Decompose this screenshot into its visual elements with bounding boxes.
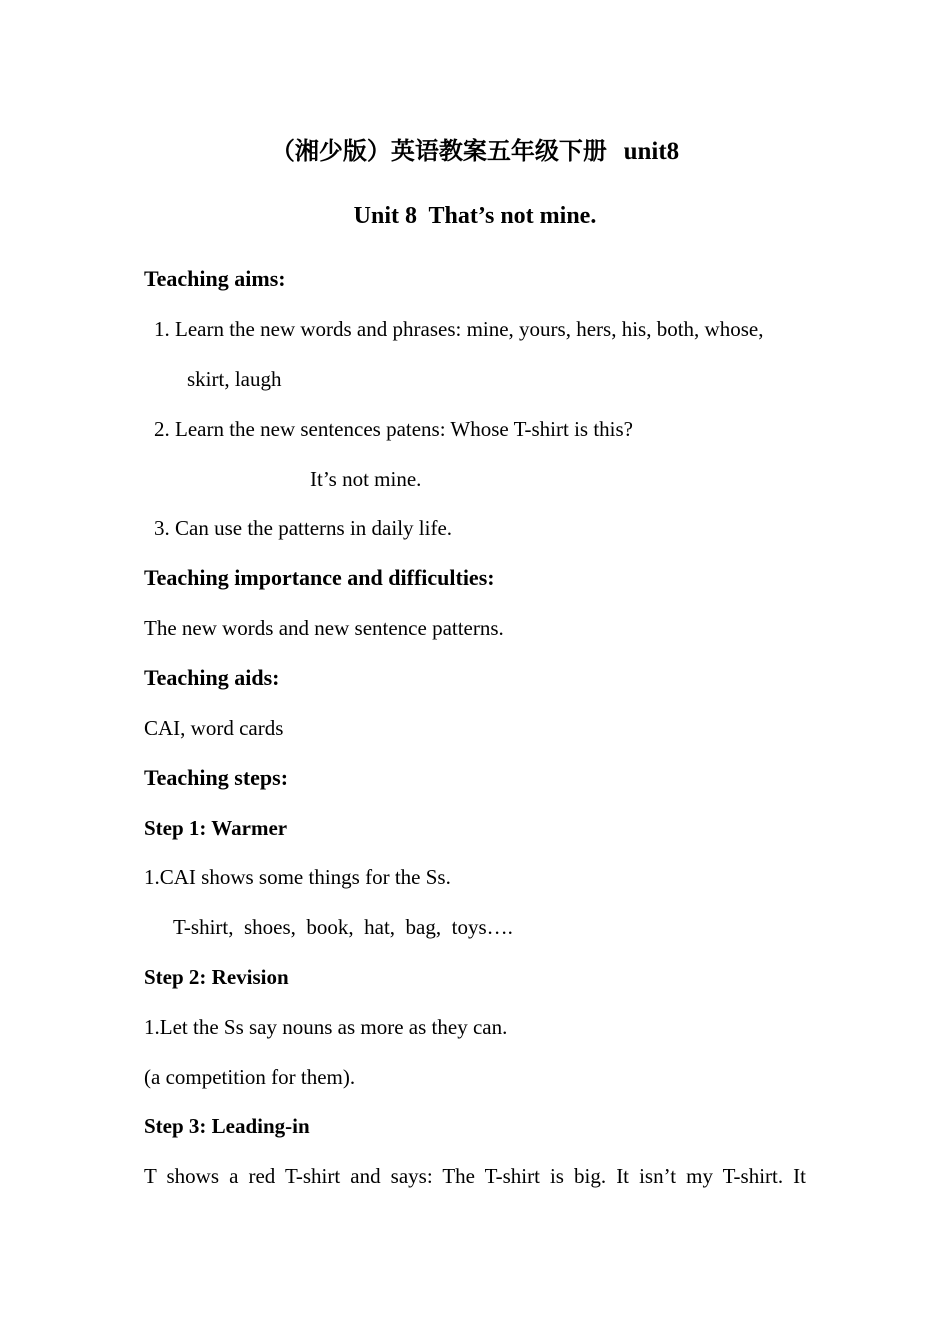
teaching-importance-text: The new words and new sentence patterns. [144, 616, 504, 640]
step-2-line-2: (a competition for them). [144, 1065, 356, 1089]
step-1-line-1: 1.CAI shows some things for the Ss. [144, 865, 451, 889]
aim-2-line-2: It’s not mine. [310, 467, 422, 491]
step-2-line-1: 1.Let the Ss say nouns as more as they can. [144, 1015, 508, 1039]
aim-3: 3. Can use the patterns in daily life. [154, 516, 453, 540]
step-3-line-1: T shows a red T-shirt and says: The T-shirt is big. It isn’t my T-shirt. It [144, 1164, 806, 1188]
teaching-aims-heading: Teaching aims: [144, 266, 286, 291]
document-subtitle: Unit 8 That’s not mine. [353, 203, 597, 229]
teaching-steps-heading: Teaching steps: [144, 765, 289, 790]
step-2-heading: Step 2: Revision [144, 965, 289, 989]
document-title-cn: （湘少版）英语教案五年级下册 [270, 137, 607, 165]
step-3-heading: Step 3: Leading-in [144, 1114, 310, 1138]
aim-1-line-1: 1. Learn the new words and phrases: mine, yours, hers, his, both, whose, [154, 317, 764, 341]
teaching-importance-heading: Teaching importance and difficulties: [144, 565, 495, 590]
teaching-aids-text: CAI, word cards [144, 716, 284, 740]
document-title [0, 136, 950, 167]
aim-2-line-1: 2. Learn the new sentences patens: Whose T-shirt is this? [154, 417, 634, 441]
document-title-unit: unit8 [623, 138, 680, 165]
step-1-line-2: T-shirt, shoes, book, hat, bag, toys…. [173, 915, 513, 939]
step-1-heading: Step 1: Warmer [144, 816, 288, 840]
teaching-aids-heading: Teaching aids: [144, 665, 280, 690]
aim-1-line-2: skirt, laugh [187, 367, 282, 391]
